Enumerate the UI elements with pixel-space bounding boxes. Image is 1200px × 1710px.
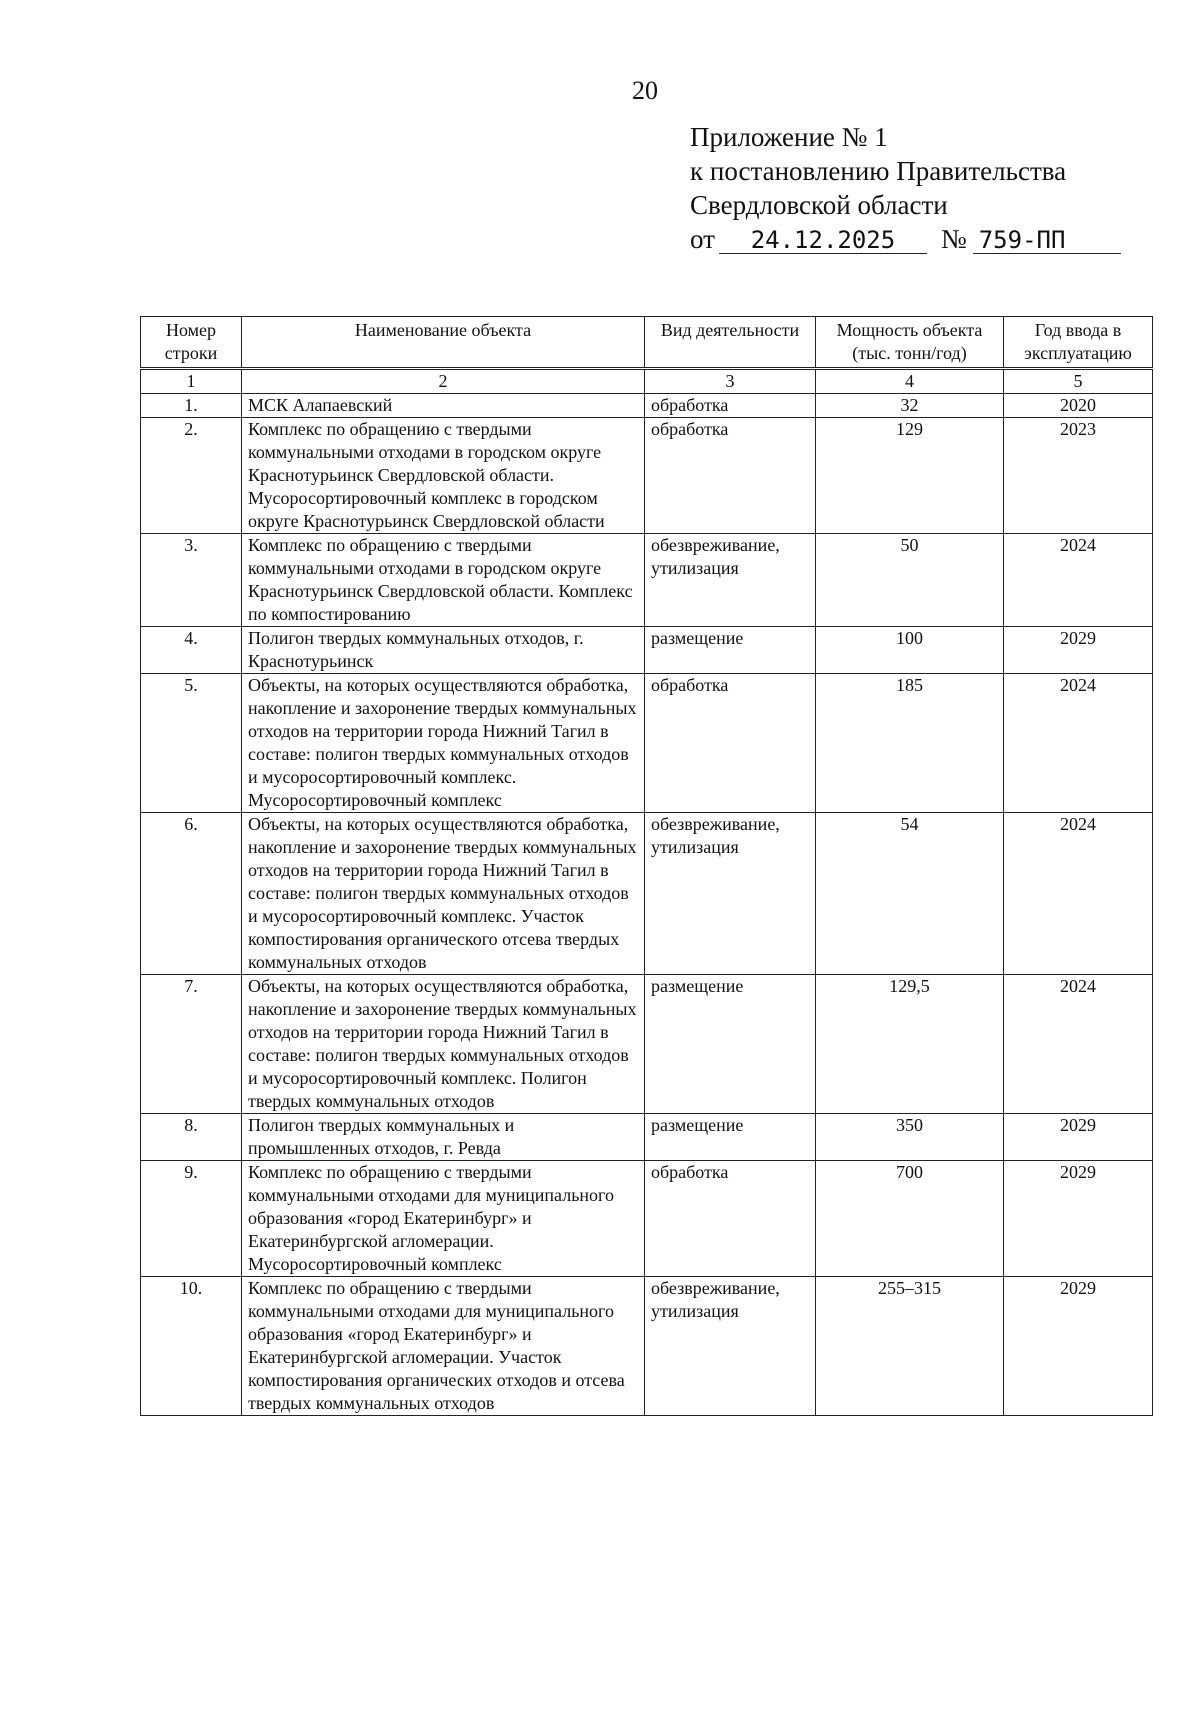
header-year: Год ввода в эксплуатацию xyxy=(1004,317,1153,369)
object-name: Полигон твердых коммунальных и промышленных отходов, г. Ревда xyxy=(242,1114,645,1161)
capacity-value: 54 xyxy=(816,813,1004,975)
capacity-value: 129,5 xyxy=(816,975,1004,1114)
capacity-value: 32 xyxy=(816,394,1004,418)
object-name: Объекты, на которых осуществляются обработка, накопление и захоронение твердых коммунальных отходов на территории города Нижний Тагил в составе: полигон твердых коммунальных отходов и мусоросортировочный комплекс. Полигон твердых коммунальных отходов xyxy=(242,975,645,1114)
commission-year: 2020 xyxy=(1004,394,1153,418)
activity-type: размещение xyxy=(645,1114,816,1161)
header-capacity: Мощность объекта (тыс. тонн/год) xyxy=(816,317,1004,369)
table-row xyxy=(141,1277,1153,1416)
capacity-value: 129 xyxy=(816,418,1004,534)
header-row-number: Номер строки xyxy=(141,317,242,369)
column-number: 5 xyxy=(1004,369,1153,394)
row-number: 7. xyxy=(141,975,242,1114)
row-number: 5. xyxy=(141,674,242,813)
commission-year: 2029 xyxy=(1004,1161,1153,1277)
row-number: 4. xyxy=(141,627,242,674)
capacity-value: 100 xyxy=(816,627,1004,674)
commission-year: 2023 xyxy=(1004,418,1153,534)
row-number: 2. xyxy=(141,418,242,534)
row-number: 3. xyxy=(141,534,242,627)
table-row xyxy=(141,1114,1153,1161)
column-number: 4 xyxy=(816,369,1004,394)
capacity-value: 350 xyxy=(816,1114,1004,1161)
row-number: 6. xyxy=(141,813,242,975)
activity-type: размещение xyxy=(645,975,816,1114)
activity-type: обезвреживание, утилизация xyxy=(645,813,816,975)
table-row xyxy=(141,813,1153,975)
decree-details xyxy=(690,222,1121,256)
table-row xyxy=(141,627,1153,674)
object-name: Комплекс по обращению с твердыми коммунальными отходами в городском округе Краснотурьинск Свердловской области. Мусоросортировочный комплекс в городском округе Краснотурьинск Свердловской области xyxy=(242,418,645,534)
capacity-value: 50 xyxy=(816,534,1004,627)
row-number: 8. xyxy=(141,1114,242,1161)
column-number: 3 xyxy=(645,369,816,394)
number-label: № xyxy=(940,224,967,254)
object-name: Комплекс по обращению с твердыми коммунальными отходами в городском округе Краснотурьинск Свердловской области. Комплекс по компостированию xyxy=(242,534,645,627)
capacity-value: 255–315 xyxy=(816,1277,1004,1416)
objects-table xyxy=(140,316,1153,1416)
commission-year: 2029 xyxy=(1004,1277,1153,1416)
table-row xyxy=(141,534,1153,627)
header-name: Наименование объекта xyxy=(242,317,645,369)
appendix-reference: к постановлению Правительства xyxy=(690,156,1067,186)
activity-type: размещение xyxy=(645,627,816,674)
appendix-region: Свердловской области xyxy=(690,190,948,220)
commission-year: 2024 xyxy=(1004,674,1153,813)
decree-number: 759-ПП xyxy=(973,227,1121,254)
commission-year: 2029 xyxy=(1004,627,1153,674)
table-row xyxy=(141,674,1153,813)
activity-type: обработка xyxy=(645,1161,816,1277)
object-name: Объекты, на которых осуществляются обработка, накопление и захоронение твердых коммунальных отходов на территории города Нижний Тагил в составе: полигон твердых коммунальных отходов и мусоросортировочный комплекс. Мусоросортировочный комплекс xyxy=(242,674,645,813)
table-row xyxy=(141,1161,1153,1277)
table-row xyxy=(141,418,1153,534)
object-name: Полигон твердых коммунальных отходов, г. Краснотурьинск xyxy=(242,627,645,674)
commission-year: 2024 xyxy=(1004,975,1153,1114)
row-number: 10. xyxy=(141,1277,242,1416)
object-name: МСК Алапаевский xyxy=(242,394,645,418)
column-number-row xyxy=(141,369,1153,394)
row-number: 9. xyxy=(141,1161,242,1277)
object-name: Объекты, на которых осуществляются обработка, накопление и захоронение твердых коммунальных отходов на территории города Нижний Тагил в составе: полигон твердых коммунальных отходов и мусоросортировочный комплекс. Участок компостирования органического отсева твердых коммунальных отходов xyxy=(242,813,645,975)
activity-type: обработка xyxy=(645,674,816,813)
page-number: 20 xyxy=(632,76,658,105)
column-number: 2 xyxy=(242,369,645,394)
table-row xyxy=(141,394,1153,418)
row-number: 1. xyxy=(141,394,242,418)
table-row xyxy=(141,975,1153,1114)
commission-year: 2024 xyxy=(1004,813,1153,975)
activity-type: обработка xyxy=(645,394,816,418)
commission-year: 2024 xyxy=(1004,534,1153,627)
capacity-value: 185 xyxy=(816,674,1004,813)
table-header-row xyxy=(141,317,1153,369)
decree-date: 24.12.2025 xyxy=(719,227,927,254)
column-number: 1 xyxy=(141,369,242,394)
activity-type: обезвреживание, утилизация xyxy=(645,534,816,627)
capacity-value: 700 xyxy=(816,1161,1004,1277)
appendix-title: Приложение № 1 xyxy=(690,122,888,152)
appendix-header xyxy=(690,120,1121,256)
activity-type: обработка xyxy=(645,418,816,534)
from-label: от xyxy=(690,224,715,254)
commission-year: 2029 xyxy=(1004,1114,1153,1161)
object-name: Комплекс по обращению с твердыми коммунальными отходами для муниципального образования «город Екатеринбург» и Екатеринбургской агломерации. Мусоросортировочный комплекс xyxy=(242,1161,645,1277)
object-name: Комплекс по обращению с твердыми коммунальными отходами для муниципального образования «город Екатеринбург» и Екатеринбургской агломерации. Участок компостирования органических отходов и отсева твердых коммунальных отходов xyxy=(242,1277,645,1416)
header-activity: Вид деятельности xyxy=(645,317,816,369)
activity-type: обезвреживание, утилизация xyxy=(645,1277,816,1416)
